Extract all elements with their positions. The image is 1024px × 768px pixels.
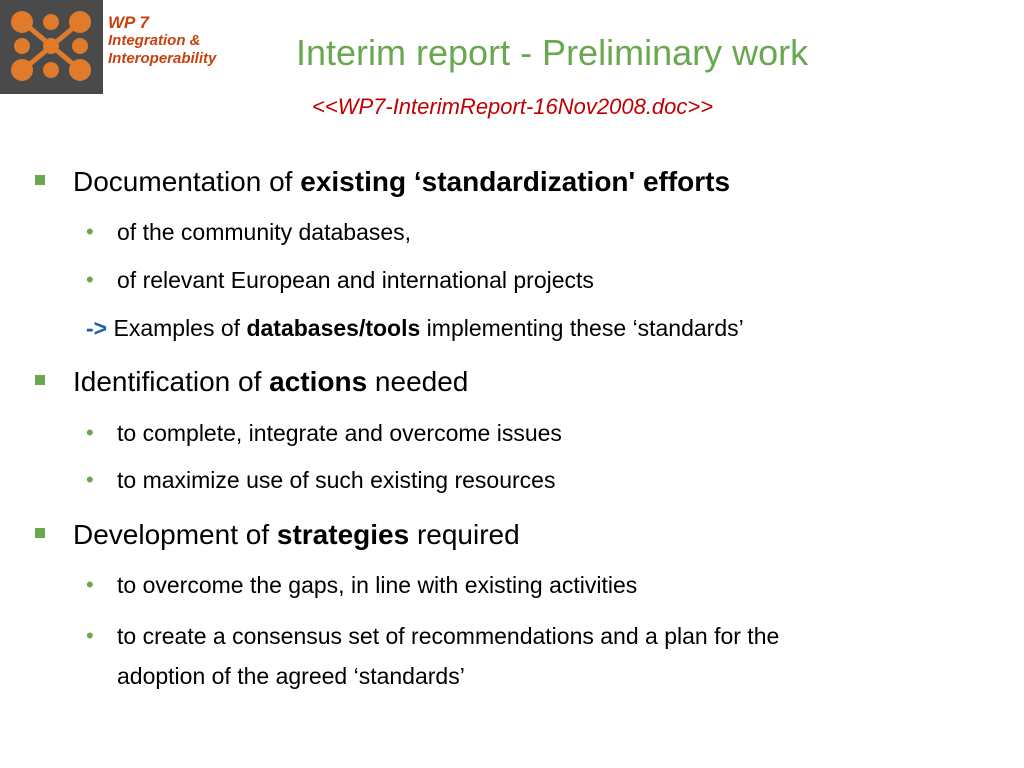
dot-bullet-icon: •: [86, 267, 94, 292]
wp-label: [108, 14, 216, 68]
sub-bullet-continuation: [117, 656, 465, 696]
bullet-text: Development of: [73, 519, 277, 550]
square-bullet-icon: [35, 375, 45, 385]
sub-bullet-text: of the community databases,: [117, 219, 412, 245]
bullet-text-end: required: [409, 519, 520, 550]
sub-bullet: [86, 260, 594, 300]
square-bullet-icon: [35, 528, 45, 538]
sub-bullet-text: to overcome the gaps, in line with existing activities: [117, 572, 638, 598]
bullet-text: Documentation of: [73, 166, 301, 197]
bullet-documentation: [73, 166, 730, 198]
sub-bullet: [86, 460, 556, 500]
sub-bullet: [86, 413, 562, 453]
square-bullet-icon: [35, 175, 45, 185]
bullet-emphasis: actions: [269, 366, 368, 397]
bullet-emphasis: existing ‘standardization' efforts: [300, 166, 731, 197]
sub-bullet-text: to create a consensus set of recommendations and a plan for the: [117, 623, 780, 649]
bullet-identification: [73, 366, 468, 398]
wp-name-line2: Interoperability: [108, 50, 217, 67]
dot-bullet-icon: •: [86, 420, 94, 445]
examples-text: Examples of: [107, 315, 247, 341]
sub-bullet-text: of relevant European and international projects: [117, 267, 594, 293]
document-reference: <<WP7-InterimReport-16Nov2008.doc>>: [312, 94, 714, 119]
dot-bullet-icon: •: [86, 623, 94, 648]
wp-name-line1: Integration &: [108, 32, 201, 49]
network-logo-icon: [0, 0, 103, 94]
arrow-icon: ->: [86, 315, 108, 341]
sub-bullet-text: to maximize use of such existing resources: [117, 467, 556, 493]
dot-bullet-icon: •: [86, 219, 94, 244]
page-title: Interim report - Preliminary work: [296, 32, 809, 73]
sub-bullet: [86, 616, 780, 656]
bullet-text-end: needed: [367, 366, 469, 397]
examples-line: [86, 308, 744, 348]
sub-bullet-text: adoption of the agreed ‘standards’: [117, 663, 465, 689]
bullet-development: [73, 519, 520, 551]
examples-emphasis: databases/tools: [246, 315, 421, 341]
sub-bullet: [86, 212, 412, 252]
bullet-text: Identification of: [73, 366, 270, 397]
wp-number: WP 7: [108, 13, 149, 32]
dot-bullet-icon: •: [86, 572, 94, 597]
examples-text-end: implementing these ‘standards’: [420, 315, 744, 341]
dot-bullet-icon: •: [86, 467, 94, 492]
sub-bullet: [86, 565, 638, 605]
sub-bullet-text: to complete, integrate and overcome issues: [117, 420, 562, 446]
bullet-emphasis: strategies: [276, 519, 410, 550]
